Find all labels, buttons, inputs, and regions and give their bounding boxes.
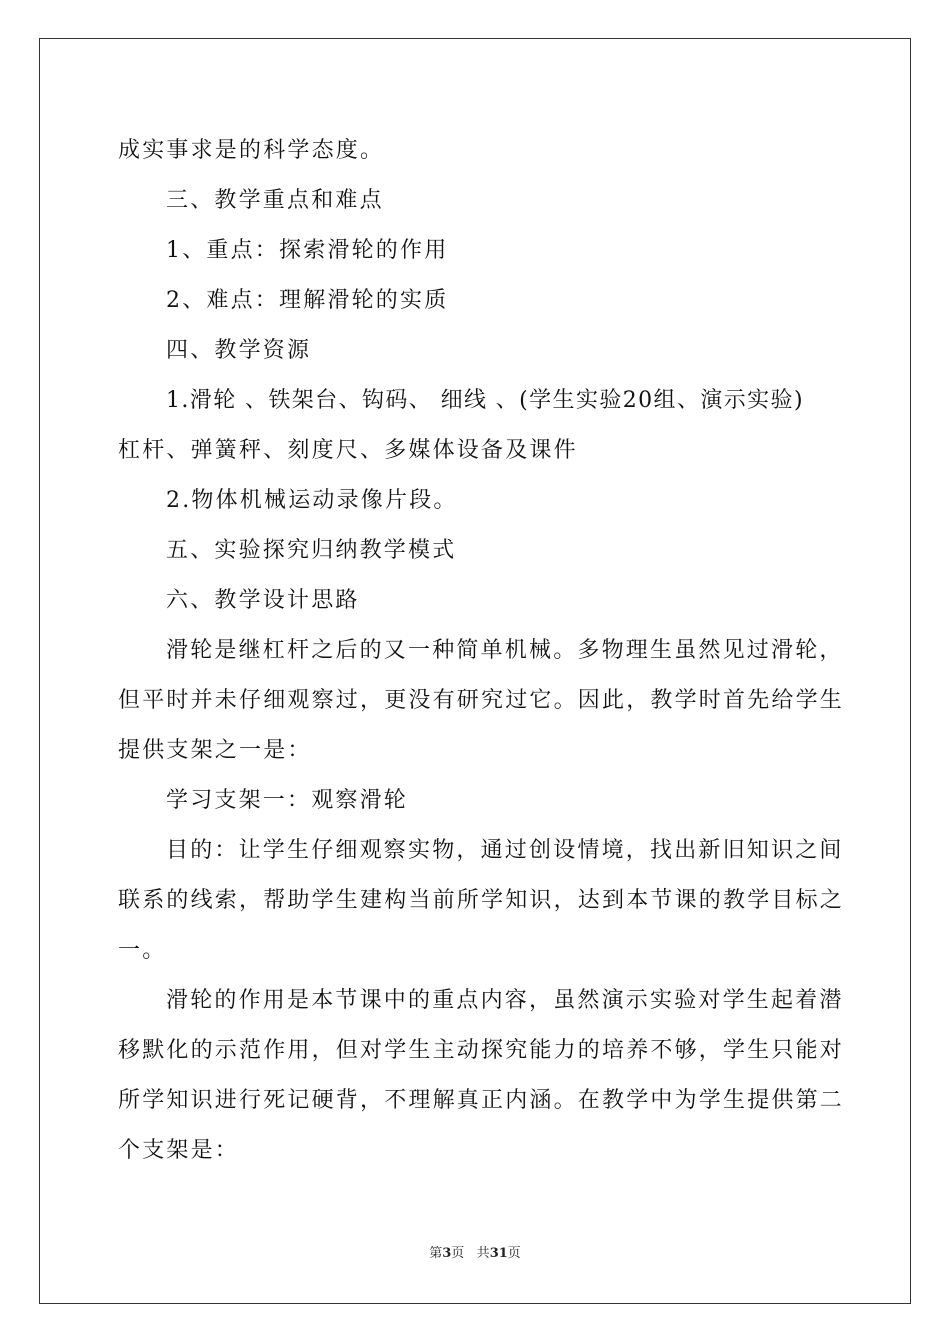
paragraph-line: 个支架是：	[118, 1138, 240, 1163]
resource-item-1-continued: 杠杆、弹簧秤、刻度尺、多媒体设备及课件	[118, 438, 578, 463]
page-footer	[0, 1242, 950, 1261]
page-suffix: 页	[451, 1246, 465, 1261]
page-number: 3	[442, 1246, 452, 1261]
scaffold-heading-1: 学习支架一：观察滑轮	[166, 788, 409, 813]
paragraph-line: 联系的线索，帮助学生建构当前所学知识，达到本节课的教学目标之	[118, 888, 845, 913]
resource-item-2: 2.物体机械运动录像片段。	[166, 488, 458, 513]
total-prefix: 共	[476, 1246, 490, 1261]
paragraph-line: 但平时并未仔细观察过，更没有研究过它。因此，教学时首先给学生	[118, 688, 845, 713]
paragraph-line: 滑轮是继杠杆之后的又一种简单机械。多物理生虽然见过滑轮，	[166, 638, 844, 663]
total-suffix: 页	[507, 1246, 521, 1261]
paragraph-line: 所学知识进行死记硬背，不理解真正内涵。在教学中为学生提供第二	[118, 1088, 845, 1113]
section-heading-5: 五、实验探究归纳教学模式	[166, 538, 457, 563]
paragraph-line: 移默化的示范作用，但对学生主动探究能力的培养不够，学生只能对	[118, 1038, 845, 1063]
section-heading-4: 四、教学资源	[166, 338, 312, 363]
paragraph-line: 滑轮的作用是本节课中的重点内容，虽然演示实验对学生起着潜	[166, 988, 844, 1013]
paragraph-line: 提供支架之一是：	[118, 738, 312, 763]
section-heading-3: 三、教学重点和难点	[166, 188, 384, 213]
difficulty-item: 2、难点：理解滑轮的实质	[166, 288, 449, 313]
resource-item-1: 1.滑轮 、铁架台、钩码、 细线 、(学生实验20组、演示实验)	[166, 388, 804, 413]
section-heading-6: 六、教学设计思路	[166, 588, 360, 613]
page-prefix: 第	[429, 1246, 443, 1261]
total-pages: 31	[489, 1246, 508, 1261]
paragraph-line: 目的：让学生仔细观察实物，通过创设情境，找出新旧知识之间	[166, 838, 844, 863]
document-body	[118, 126, 845, 1176]
paragraph-continuation: 成实事求是的科学态度。	[118, 138, 385, 163]
paragraph-line: 一。	[118, 938, 167, 963]
key-point-item: 1、重点：探索滑轮的作用	[166, 238, 449, 263]
